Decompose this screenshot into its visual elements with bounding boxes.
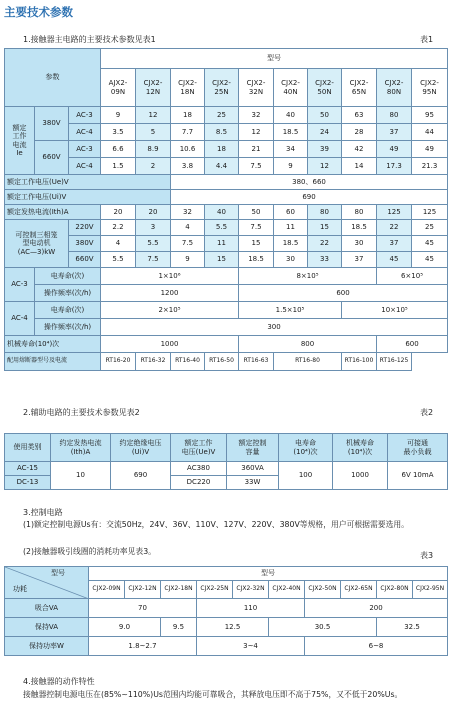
- coil-model-col: CJX2-95N: [413, 581, 448, 599]
- rated-current-label-line: 额定: [12, 124, 27, 133]
- aux-header-2-line: (Ui)V: [131, 447, 150, 456]
- rated-current-label-line: 工作: [12, 132, 27, 141]
- current-value: 24: [308, 124, 342, 141]
- fuse-value: RT16-20: [101, 353, 136, 371]
- aux-header-7-line: 可接通: [407, 439, 428, 448]
- current-value: 2: [136, 158, 171, 175]
- model-col-0-line: 09N: [110, 87, 126, 96]
- motor-value: 5.5: [205, 220, 239, 236]
- holdpower-3: 6~8: [305, 637, 448, 656]
- current-value: 7.5: [239, 158, 274, 175]
- ith-label: 额定发热电流(Ith)A: [5, 205, 101, 220]
- model-col-1-line: 12N: [145, 87, 161, 96]
- motor-value: 4: [171, 220, 205, 236]
- rated-current-label-line: 电流: [12, 140, 27, 149]
- section4-para: 接触器控制电源电压在(85%~110%)Us范围内均能可靠吸合，其释放电压即不高于75%，又不低于20%Us。: [23, 690, 403, 699]
- motor-value: 45: [412, 236, 448, 252]
- table3-label: 表3: [420, 551, 434, 560]
- rated-current-label: [5, 107, 35, 175]
- model-col-9-line: CJX2-: [420, 79, 439, 88]
- model-col-8-line: 80N: [386, 87, 402, 96]
- aux-header-3-line: 额定工作: [184, 439, 213, 448]
- motor-value: 15: [205, 252, 239, 268]
- aux-header-7-line: 最小负载: [403, 447, 432, 456]
- current-value: 28: [342, 124, 377, 141]
- aux-header-0: 使用类别: [5, 434, 51, 462]
- current-value: 4.4: [205, 158, 239, 175]
- model-col-2-line: 18N: [180, 87, 195, 96]
- row-pullin-label: 吸合VA: [5, 599, 89, 618]
- model-col-4-line: 32N: [248, 87, 264, 96]
- motor-value: 22: [377, 220, 412, 236]
- voltage-380: 380V: [35, 107, 69, 141]
- ac3-life-label: 电寿命(次): [35, 268, 101, 285]
- ac4-freq-label: 操作频率(次/h): [35, 319, 101, 336]
- ac3-freq-label: 操作频率(次/h): [35, 285, 101, 302]
- aux-header-3-line: 电压(Ue)V: [181, 447, 216, 456]
- hold-2: 9.5: [161, 618, 197, 637]
- motor-value: 11: [205, 236, 239, 252]
- motor-value: 18.5: [274, 236, 308, 252]
- current-value: 49: [377, 141, 412, 158]
- ui-value: 690: [171, 190, 448, 205]
- coil-model-col: CJX2-40N: [269, 581, 305, 599]
- cat-ac15: AC-15: [5, 462, 51, 476]
- motor-label-line: (AC—3)kW: [17, 247, 56, 256]
- aux-header-5-line: (10⁴)次: [293, 447, 318, 456]
- motor-value: 37: [342, 252, 377, 268]
- ith-value: 60: [274, 205, 308, 220]
- current-value: 50: [308, 107, 342, 124]
- fuse-value: RT16-40: [171, 353, 205, 371]
- motor-label-line: 型电动机: [22, 239, 51, 248]
- ac4-label: AC-4: [5, 302, 35, 336]
- section3-heading: 3.控制电路: [23, 508, 63, 517]
- aux-header-6-line: (10⁴)次: [347, 447, 373, 456]
- hold-5: 32.5: [377, 618, 448, 637]
- mech-life-3: 600: [377, 336, 448, 353]
- motor-value: 7.5: [171, 236, 205, 252]
- aux-header-3: [171, 434, 227, 462]
- table2-label: 表2: [420, 408, 434, 417]
- current-value: 1.5: [101, 158, 136, 175]
- motor-value: 3: [136, 220, 171, 236]
- model-col-3-line: 25N: [214, 87, 229, 96]
- holdpower-2: 3~4: [197, 637, 305, 656]
- motor-value: 33: [308, 252, 342, 268]
- aux-header-2: [111, 434, 171, 462]
- ith-value: 80: [308, 205, 342, 220]
- aux-cap-ac: 360VA: [227, 462, 279, 476]
- motor-value: 7.5: [239, 220, 274, 236]
- holdpower-1: 1.8~2.7: [89, 637, 197, 656]
- mech-life-1: 1000: [101, 336, 239, 353]
- mech-life-label: 机械寿命(10⁴)次: [5, 336, 101, 353]
- current-value: 21.3: [412, 158, 448, 175]
- motor-voltage: 660V: [69, 252, 101, 268]
- fuse-value: RT16-100: [342, 353, 377, 371]
- motor-value: 11: [274, 220, 308, 236]
- current-value: 10.6: [171, 141, 205, 158]
- page-title: 主要技术参数: [4, 5, 73, 19]
- current-value: 5: [136, 124, 171, 141]
- hold-4: 30.5: [269, 618, 377, 637]
- current-value: 8.5: [205, 124, 239, 141]
- motor-label-line: 可控制三相笼: [15, 231, 58, 240]
- ue-value: 380、660: [171, 175, 448, 190]
- aux-header-4-line: 容量: [245, 447, 260, 456]
- current-value: 7.7: [171, 124, 205, 141]
- current-value: 34: [274, 141, 308, 158]
- current-value: 39: [308, 141, 342, 158]
- coil-model-col: CJX2-25N: [197, 581, 233, 599]
- current-category: AC-4: [69, 124, 101, 141]
- model-col-4-line: CJX2-: [246, 79, 266, 88]
- motor-value: 25: [412, 220, 448, 236]
- cat-dc13: DC-13: [5, 476, 51, 490]
- aux-cap-dc: 33W: [227, 476, 279, 490]
- ac3-freq-1: 1200: [101, 285, 239, 302]
- model-col-0-line: AJX2-: [108, 79, 128, 88]
- current-value: 37: [377, 124, 412, 141]
- aux-header-6: [333, 434, 388, 462]
- motor-value: 5.5: [101, 252, 136, 268]
- rated-current-label-line: Ie: [16, 148, 23, 157]
- param-header: 参数: [5, 49, 101, 107]
- aux-header-4-line: 额定控制: [238, 439, 267, 448]
- motor-value: 30: [342, 236, 377, 252]
- fuse-value: RT16-50: [205, 353, 239, 371]
- current-value: 12: [136, 107, 171, 124]
- voltage-660: 660V: [35, 141, 69, 175]
- row-hold-label: 保持VA: [5, 618, 89, 637]
- model-col-3: [205, 69, 239, 107]
- ith-value: 125: [412, 205, 448, 220]
- table3: [4, 566, 448, 656]
- current-value: 95: [412, 107, 448, 124]
- coil-model-col: CJX2-12N: [125, 581, 161, 599]
- model-col-7-line: CJX2-: [349, 79, 369, 88]
- aux-header-5: [279, 434, 333, 462]
- ue-label: 额定工作电压(Ue)V: [5, 175, 171, 190]
- aux-header-1-line: 约定发热电流: [59, 439, 102, 448]
- aux-header-7: [388, 434, 448, 462]
- coil-model-col: CJX2-18N: [161, 581, 197, 599]
- table3-model-title: 型号: [89, 567, 448, 581]
- current-category: AC-3: [69, 141, 101, 158]
- model-col-5-line: 40N: [283, 87, 298, 96]
- current-value: 18.5: [274, 124, 308, 141]
- table3-corner: [5, 567, 89, 599]
- current-value: 25: [205, 107, 239, 124]
- aux-header-5-line: 电寿命: [295, 439, 316, 448]
- aux-header-6-line: 机械寿命: [346, 439, 374, 448]
- model-col-7: [342, 69, 377, 107]
- coil-model-col: CJX2-65N: [341, 581, 377, 599]
- motor-voltage: 380V: [69, 236, 101, 252]
- model-col-7-line: 65N: [351, 87, 367, 96]
- model-col-6-line: 50N: [317, 87, 332, 96]
- coil-model-col: CJX2-32N: [233, 581, 269, 599]
- current-value: 18: [171, 107, 205, 124]
- motor-value: 45: [412, 252, 448, 268]
- current-value: 9: [101, 107, 136, 124]
- aux-ue-ac: AC380: [171, 462, 227, 476]
- ith-value: 32: [171, 205, 205, 220]
- current-value: 12: [239, 124, 274, 141]
- fuse-value: RT16-63: [239, 353, 274, 371]
- hold-3: 12.5: [197, 618, 269, 637]
- current-value: 44: [412, 124, 448, 141]
- hold-1: 9.0: [89, 618, 161, 637]
- motor-value: 30: [274, 252, 308, 268]
- model-col-9-line: 95N: [422, 87, 437, 96]
- current-value: 14: [342, 158, 377, 175]
- ac3-freq-2: 600: [239, 285, 448, 302]
- ac4-life-label: 电寿命(次): [35, 302, 101, 319]
- current-value: 3.8: [171, 158, 205, 175]
- current-value: 6.6: [101, 141, 136, 158]
- corner-diagonal-line: [5, 567, 89, 599]
- current-value: 12: [308, 158, 342, 175]
- motor-value: 22: [308, 236, 342, 252]
- ith-value: 20: [101, 205, 136, 220]
- ith-value: 50: [239, 205, 274, 220]
- current-value: 49: [412, 141, 448, 158]
- model-col-4: [239, 69, 274, 107]
- ac4-life-2: 1.5×10⁵: [239, 302, 342, 319]
- aux-ui: 690: [111, 462, 171, 490]
- model-col-5: [274, 69, 308, 107]
- section1-heading: 1.接触器主电路的主要技术参数见表1: [23, 35, 156, 44]
- model-col-8: [377, 69, 412, 107]
- current-value: 63: [342, 107, 377, 124]
- pullin-3: 200: [305, 599, 448, 618]
- ac3-label: AC-3: [5, 268, 35, 302]
- fuse-value: RT16-80: [274, 353, 342, 371]
- model-col-9: [412, 69, 448, 107]
- coil-model-col: CJX2-09N: [89, 581, 125, 599]
- current-value: 80: [377, 107, 412, 124]
- aux-header-4: [227, 434, 279, 462]
- model-col-5-line: CJX2-: [281, 79, 300, 88]
- model-col-3-line: CJX2-: [212, 79, 231, 88]
- motor-value: 15: [308, 220, 342, 236]
- motor-value: 37: [377, 236, 412, 252]
- aux-header-2-line: 约定绝缘电压: [119, 439, 162, 448]
- ac4-life-3: 10×10⁵: [342, 302, 448, 319]
- table1: [4, 48, 448, 371]
- ith-value: 80: [342, 205, 377, 220]
- aux-header-1-line: (Ith)A: [70, 447, 91, 456]
- section3-para2: (2)接触器吸引线圈的消耗功率见表3。: [23, 547, 156, 556]
- motor-value: 4: [101, 236, 136, 252]
- mech-life-2: 800: [239, 336, 377, 353]
- corner-power-label: 功耗: [13, 585, 27, 593]
- coil-model-col: CJX2-50N: [305, 581, 341, 599]
- motor-value: 18.5: [342, 220, 377, 236]
- aux-mlife: 1000: [333, 462, 388, 490]
- motor-value: 18.5: [239, 252, 274, 268]
- fuse-value: RT16-32: [136, 353, 171, 371]
- motor-value: 5.5: [136, 236, 171, 252]
- model-col-2-line: CJX2-: [178, 79, 197, 88]
- ac3-life-2: 8×10⁵: [239, 268, 377, 285]
- section4-heading: 4.接触器的动作特性: [23, 677, 95, 686]
- section3-para1: (1)额定控制电源Us有：交流50Hz，24V、36V、110V、127V、220V、380V等规格，用户可根据需要选用。: [23, 520, 409, 529]
- model-col-8-line: CJX2-: [384, 79, 404, 88]
- corner-model-label: 型号: [51, 569, 65, 577]
- current-value: 32: [239, 107, 274, 124]
- fuse-label: 配用熔断器型号及电流: [5, 353, 101, 371]
- fuse-value: RT16-125: [377, 353, 412, 371]
- model-col-0: [101, 69, 136, 107]
- current-value: 42: [342, 141, 377, 158]
- current-value: 3.5: [101, 124, 136, 141]
- current-value: 9: [274, 158, 308, 175]
- aux-ith: 10: [51, 462, 111, 490]
- motor-value: 9: [171, 252, 205, 268]
- ac3-life-3: 6×10⁵: [377, 268, 448, 285]
- model-col-1: [136, 69, 171, 107]
- current-category: AC-3: [69, 107, 101, 124]
- motor-value: 2.2: [101, 220, 136, 236]
- ac4-life-1: 2×10⁵: [101, 302, 239, 319]
- pullin-1: 70: [89, 599, 197, 618]
- motor-value: 15: [239, 236, 274, 252]
- motor-value: 7.5: [136, 252, 171, 268]
- model-col-6-line: CJX2-: [315, 79, 334, 88]
- current-value: 8.9: [136, 141, 171, 158]
- table2: [4, 433, 448, 490]
- current-value: 17.3: [377, 158, 412, 175]
- aux-ue-dc: DC220: [171, 476, 227, 490]
- current-category: AC-4: [69, 158, 101, 175]
- ac4-freq: 300: [101, 319, 448, 336]
- section2-heading: 2.辅助电路的主要技术参数见表2: [23, 408, 140, 417]
- row-holdpower-label: 保持功率W: [5, 637, 89, 656]
- aux-minload: 6V 10mA: [388, 462, 448, 490]
- model-col-2: [171, 69, 205, 107]
- current-value: 40: [274, 107, 308, 124]
- current-value: 21: [239, 141, 274, 158]
- ui-label: 额定工作电压(Ui)V: [5, 190, 171, 205]
- motor-value: 45: [377, 252, 412, 268]
- current-value: 18: [205, 141, 239, 158]
- ith-value: 20: [136, 205, 171, 220]
- coil-model-col: CJX2-80N: [377, 581, 413, 599]
- ith-value: 40: [205, 205, 239, 220]
- motor-label: [5, 220, 69, 268]
- ith-value: 125: [377, 205, 412, 220]
- ac3-life-1: 1×10⁶: [101, 268, 239, 285]
- motor-voltage: 220V: [69, 220, 101, 236]
- model-col-1-line: CJX2-: [143, 79, 163, 88]
- table1-label: 表1: [420, 35, 434, 44]
- model-header: 型号: [101, 49, 448, 69]
- aux-elife: 100: [279, 462, 333, 490]
- aux-header-1: [51, 434, 111, 462]
- pullin-2: 110: [197, 599, 305, 618]
- model-col-6: [308, 69, 342, 107]
